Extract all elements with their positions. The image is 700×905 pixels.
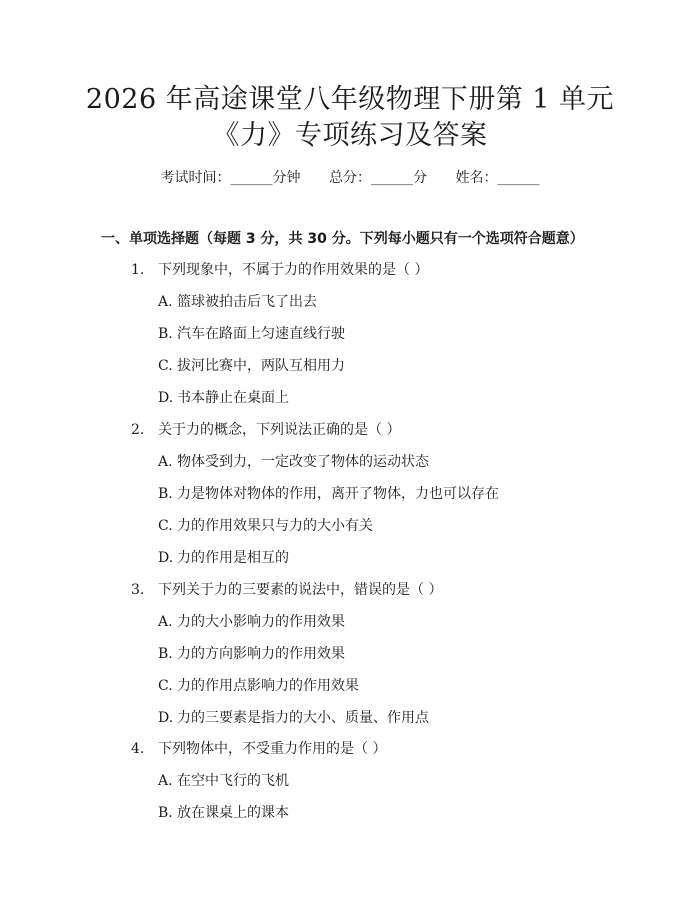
question-3-option-d <box>158 708 429 728</box>
question-3-option-a <box>158 612 345 632</box>
option-letter: B. <box>158 326 173 342</box>
question-number: 1. <box>131 262 145 278</box>
option-text: 力的大小影响力的作用效果 <box>177 614 345 630</box>
question-4-option-b <box>158 803 289 823</box>
question-text: 下列物体中，不受重力作用的是（ ） <box>158 741 387 757</box>
total-score-field: 总分：______分 <box>329 170 427 186</box>
question-4-option-a <box>158 771 289 791</box>
option-text: 篮球被拍击后飞了出去 <box>177 294 317 310</box>
option-letter: A. <box>158 294 173 310</box>
question-2-option-d <box>158 548 289 568</box>
question-1 <box>131 260 428 280</box>
option-letter: C. <box>158 678 173 694</box>
section-heading: 一、单项选择题（每题 3 分，共 30 分。下列每小题只有一个选项符合题意） <box>101 231 584 247</box>
option-letter: B. <box>158 805 173 821</box>
question-1-option-b <box>158 324 345 344</box>
question-3 <box>131 580 442 600</box>
option-text: 在空中飞行的飞机 <box>177 773 289 789</box>
question-1-option-a <box>158 292 317 312</box>
option-text: 力是物体对物体的作用，离开了物体，力也可以存在 <box>177 486 499 502</box>
option-text: 力的作用效果只与力的大小有关 <box>177 518 373 534</box>
option-text: 拔河比赛中，两队互相用力 <box>177 358 345 374</box>
student-name-field: 姓名：______ <box>455 170 540 186</box>
option-letter: A. <box>158 454 173 470</box>
option-text: 力的作用点影响力的作用效果 <box>177 678 359 694</box>
option-text: 书本静止在桌面上 <box>177 390 289 406</box>
option-text: 力的方向影响力的作用效果 <box>177 646 345 662</box>
page-title-line2: 《力》专项练习及答案 <box>212 120 488 151</box>
question-2-option-a <box>158 452 429 472</box>
option-letter: A. <box>158 773 173 789</box>
question-number: 4. <box>131 741 145 757</box>
question-2-option-c <box>158 516 373 536</box>
exam-info-row <box>0 168 700 188</box>
question-3-option-b <box>158 644 345 664</box>
question-2 <box>131 420 400 440</box>
option-letter: C. <box>158 518 173 534</box>
question-1-option-c <box>158 356 345 376</box>
option-letter: C. <box>158 358 173 374</box>
exam-time-field: 考试时间：______分钟 <box>160 170 301 186</box>
option-text: 力的作用是相互的 <box>177 550 289 566</box>
option-letter: B. <box>158 646 173 662</box>
question-text: 下列现象中，不属于力的作用效果的是（ ） <box>158 262 429 278</box>
option-letter: D. <box>158 390 174 406</box>
question-text: 下列关于力的三要素的说法中，错误的是（ ） <box>158 582 443 598</box>
page-title-line1: 2026 年高途课堂八年级物理下册第 1 单元 <box>85 84 615 115</box>
question-number: 3. <box>131 582 145 598</box>
question-1-option-d <box>158 388 289 408</box>
question-3-option-c <box>158 676 359 696</box>
option-letter: D. <box>158 550 174 566</box>
question-number: 2. <box>131 422 145 438</box>
option-letter: D. <box>158 710 174 726</box>
question-4 <box>131 739 386 759</box>
option-text: 汽车在路面上匀速直线行驶 <box>177 326 345 342</box>
option-text: 力的三要素是指力的大小、质量、作用点 <box>177 710 429 726</box>
option-letter: B. <box>158 486 173 502</box>
option-letter: A. <box>158 614 173 630</box>
question-2-option-b <box>158 484 499 504</box>
option-text: 放在课桌上的课本 <box>177 805 289 821</box>
question-text: 关于力的概念，下列说法正确的是（ ） <box>158 422 401 438</box>
option-text: 物体受到力，一定改变了物体的运动状态 <box>177 454 429 470</box>
